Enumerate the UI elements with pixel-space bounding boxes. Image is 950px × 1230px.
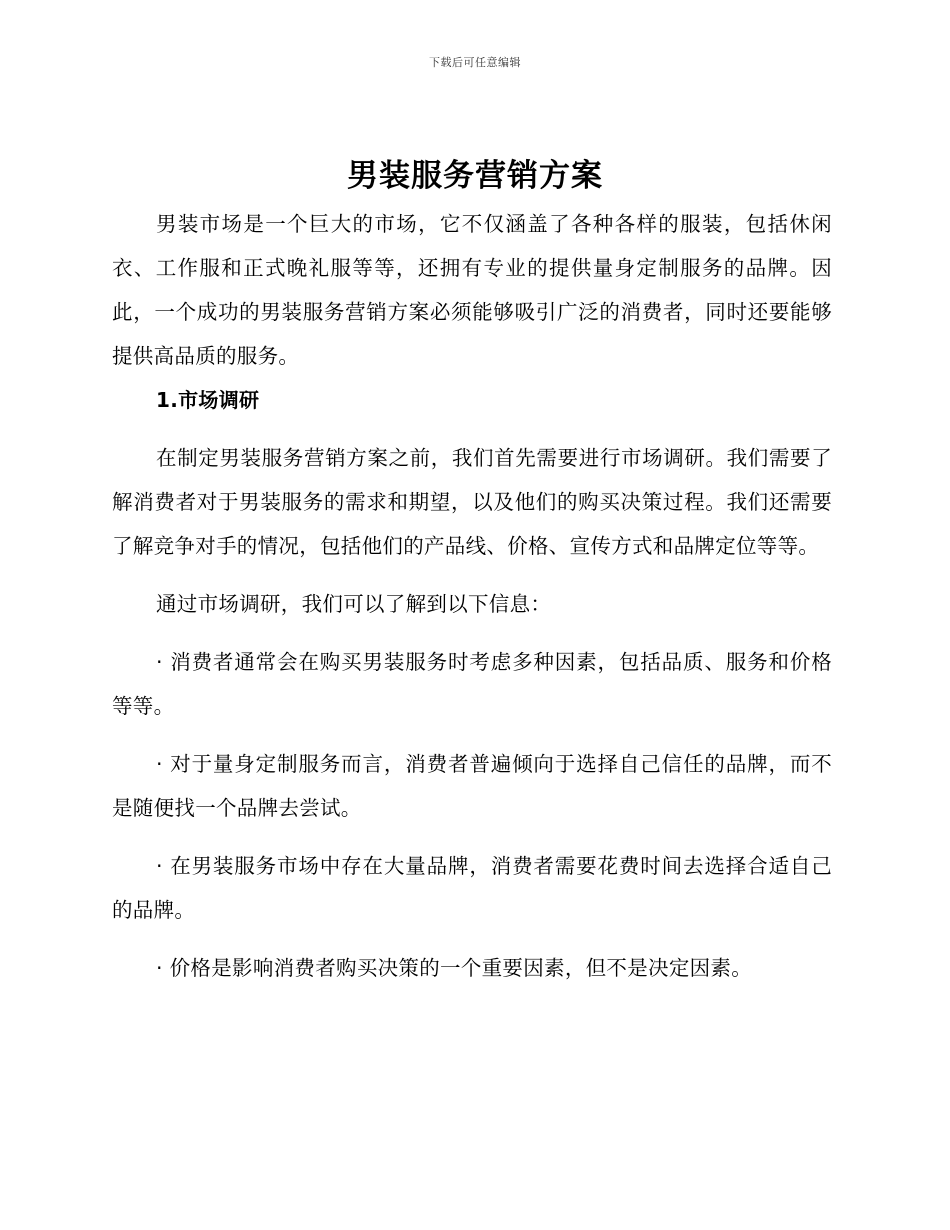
bullet-item: · 对于量身定制服务而言，消费者普遍倾向于选择自己信任的品牌，而不是随便找一个品牌去尝试。 xyxy=(112,752,832,820)
section-heading-market-research: 1.市场调研 xyxy=(156,388,260,412)
findings-intro-paragraph: 通过市场调研，我们可以了解到以下信息： xyxy=(156,592,552,616)
document-title: 男装服务营销方案 xyxy=(347,158,603,194)
bullet-item: · 价格是影响消费者购买决策的一个重要因素，但不是决定因素。 xyxy=(156,956,753,980)
bullet-item: · 消费者通常会在购买男装服务时考虑多种因素，包括品质、服务和价格等等。 xyxy=(112,650,832,718)
header-note: 下载后可任意编辑 xyxy=(429,56,521,69)
bullet-item: · 在男装服务市场中存在大量品牌，消费者需要花费时间去选择合适自己的品牌。 xyxy=(112,854,832,922)
market-research-paragraph: 在制定男装服务营销方案之前，我们首先需要进行市场调研。我们需要了解消费者对于男装服务的需求和期望，以及他们的购买决策过程。我们还需要了解竞争对手的情况，包括他们的产品线、价格、宣传方式和品牌定位等等。 xyxy=(112,446,832,558)
intro-paragraph: 男装市场是一个巨大的市场，它不仅涵盖了各种各样的服装，包括休闲衣、工作服和正式晚礼服等等，还拥有专业的提供量身定制服务的品牌。因此，一个成功的男装服务营销方案必须能够吸引广泛的消费者，同时还要能够提供高品质的服务。 xyxy=(112,212,832,368)
document-body xyxy=(112,202,832,990)
